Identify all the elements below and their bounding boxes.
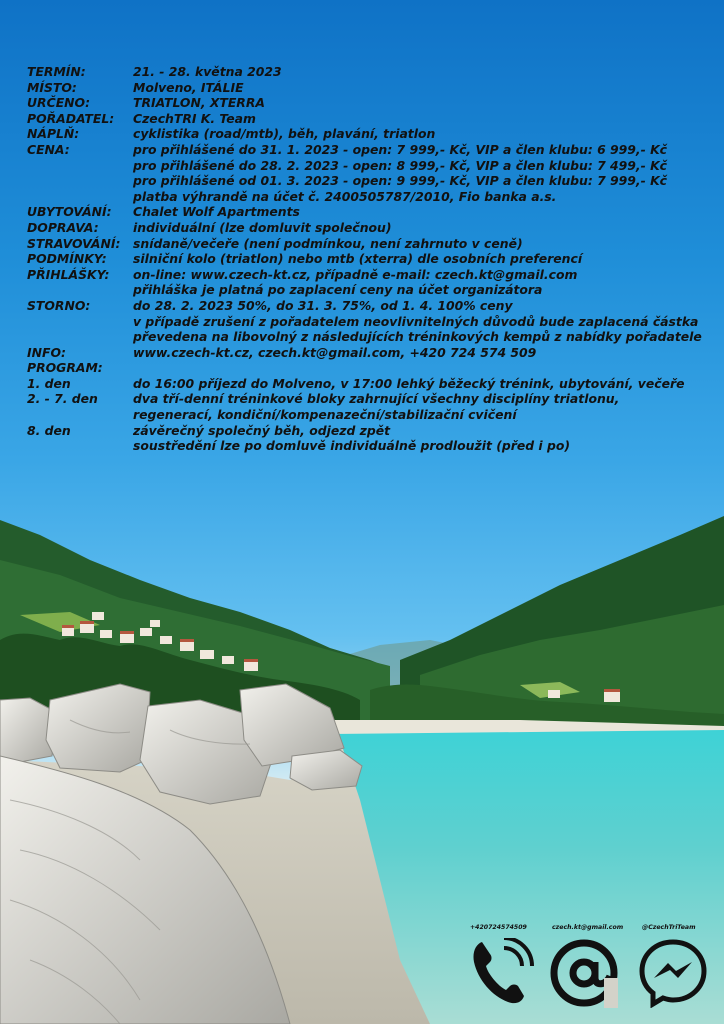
detail-value: TRIATLON, XTERRA <box>133 95 265 111</box>
detail-value: pro přihlášené do 28. 2. 2023 - open: 8 999,- Kč, VIP a člen klubu: 7 499,- Kč <box>133 157 668 173</box>
detail-label: 2. - 7. den <box>27 391 98 407</box>
detail-row <box>27 204 717 220</box>
detail-value: dva tří-denní tréninkové bloky zahrnující všechny disciplíny triatlonu, <box>133 391 620 407</box>
detail-value: www.czech-kt.cz, czech.kt@gmail.com, +420 724 574 509 <box>133 344 537 360</box>
detail-row <box>27 236 717 252</box>
detail-value: do 28. 2. 2023 50%, do 31. 3. 75%, od 1. 4. 100% ceny <box>133 297 513 313</box>
detail-value: Molveno, ITÁLIE <box>133 79 244 95</box>
detail-label: STRAVOVÁNÍ: <box>27 235 121 251</box>
detail-row <box>27 407 717 423</box>
detail-value: do 16:00 příjezd do Molveno, v 17:00 lehký běžecký trénink, ubytování, večeře <box>133 375 685 391</box>
detail-label: CENA: <box>27 141 70 157</box>
messenger-icon[interactable] <box>638 938 708 1008</box>
detail-value: pro přihlášené do 31. 1. 2023 - open: 7 999,- Kč, VIP a člen klubu: 6 999,- Kč <box>133 141 668 157</box>
detail-label <box>27 438 133 454</box>
detail-row <box>27 220 717 236</box>
detail-row <box>27 173 717 189</box>
detail-row <box>27 314 717 330</box>
detail-row <box>27 345 717 361</box>
detail-row <box>27 282 717 298</box>
detail-row <box>27 298 717 314</box>
detail-row <box>27 423 717 439</box>
at-sign-icon[interactable] <box>548 938 620 1008</box>
detail-label <box>27 329 133 345</box>
detail-row <box>27 360 717 376</box>
detail-row <box>27 64 717 80</box>
detail-label <box>27 158 133 174</box>
detail-value: CzechTRI K. Team <box>133 110 256 126</box>
detail-label: TERMÍN: <box>27 64 86 79</box>
detail-label: MÍSTO: <box>27 79 77 95</box>
detail-value: individuální (lze domluvit společnou) <box>133 219 392 235</box>
detail-value: regenerací, kondiční/kompenazeční/stabilizační cvičení <box>133 407 517 423</box>
detail-label: UBYTOVÁNÍ: <box>27 204 112 220</box>
phone-icon[interactable] <box>468 938 534 1008</box>
detail-row <box>27 126 717 142</box>
detail-row <box>27 329 717 345</box>
detail-value <box>133 360 717 376</box>
detail-value: on-line: www.czech-kt.cz, případně e-mail: czech.kt@gmail.com <box>133 266 578 282</box>
detail-row <box>27 391 717 407</box>
messenger-handle[interactable]: @CzechTriTeam <box>642 924 696 931</box>
detail-value: pro přihlášené od 01. 3. 2023 - open: 9 999,- Kč, VIP a člen klubu: 7 999,- Kč <box>133 173 668 189</box>
detail-label: PROGRAM: <box>27 360 103 376</box>
detail-row <box>27 142 717 158</box>
detail-value: platba výhrandě na účet č. 2400505787/2010, Fio banka a.s. <box>133 188 557 204</box>
detail-label: URČENO: <box>27 95 91 111</box>
detail-row <box>27 251 717 267</box>
event-details <box>27 64 717 454</box>
detail-value: soustředění lze po domluvě individuálně prodloužit (před i po) <box>133 438 571 454</box>
detail-label: 1. den <box>27 375 71 391</box>
detail-label <box>27 173 133 189</box>
detail-value: snídaně/večeře (není podmínkou, není zahrnuto v ceně) <box>133 235 523 251</box>
detail-label: STORNO: <box>27 297 91 313</box>
email-address[interactable]: czech.kt@gmail.com <box>552 924 624 931</box>
detail-label: PODMÍNKY: <box>27 251 107 267</box>
detail-row <box>27 158 717 174</box>
detail-label <box>27 314 133 330</box>
detail-row <box>27 111 717 127</box>
detail-label: PŘIHLÁŠKY: <box>27 266 110 282</box>
detail-value: převedena na libovolný z následujících tréninkových kempů z nabídky pořadatele <box>133 329 702 345</box>
detail-row <box>27 438 717 454</box>
detail-label <box>27 282 133 298</box>
detail-row <box>27 189 717 205</box>
detail-value: v případě zrušení z pořadatelem neovlivnitelných důvodů bude zaplacená částka <box>133 313 699 329</box>
phone-number[interactable]: +420724574509 <box>470 924 527 931</box>
detail-row <box>27 95 717 111</box>
detail-value: přihláška je platná po zaplacení ceny na účet organizátora <box>133 282 543 298</box>
detail-value: závěrečný společný běh, odjezd zpět <box>133 422 391 438</box>
detail-label: 8. den <box>27 422 71 438</box>
detail-value: silniční kolo (triatlon) nebo mtb (xterra) dle osobních preferencí <box>133 251 583 267</box>
detail-value: Chalet Wolf Apartments <box>133 204 300 220</box>
detail-row <box>27 267 717 283</box>
detail-label: POŘADATEL: <box>27 110 115 126</box>
detail-label <box>27 189 133 205</box>
detail-row <box>27 80 717 96</box>
detail-label: NÁPLŇ: <box>27 126 80 142</box>
detail-value: cyklistika (road/mtb), běh, plavání, triatlon <box>133 126 436 142</box>
detail-value: 21. - 28. května 2023 <box>133 64 282 79</box>
detail-row <box>27 376 717 392</box>
detail-label: DOPRAVA: <box>27 219 99 235</box>
detail-label: INFO: <box>27 344 66 360</box>
detail-label <box>27 407 133 423</box>
